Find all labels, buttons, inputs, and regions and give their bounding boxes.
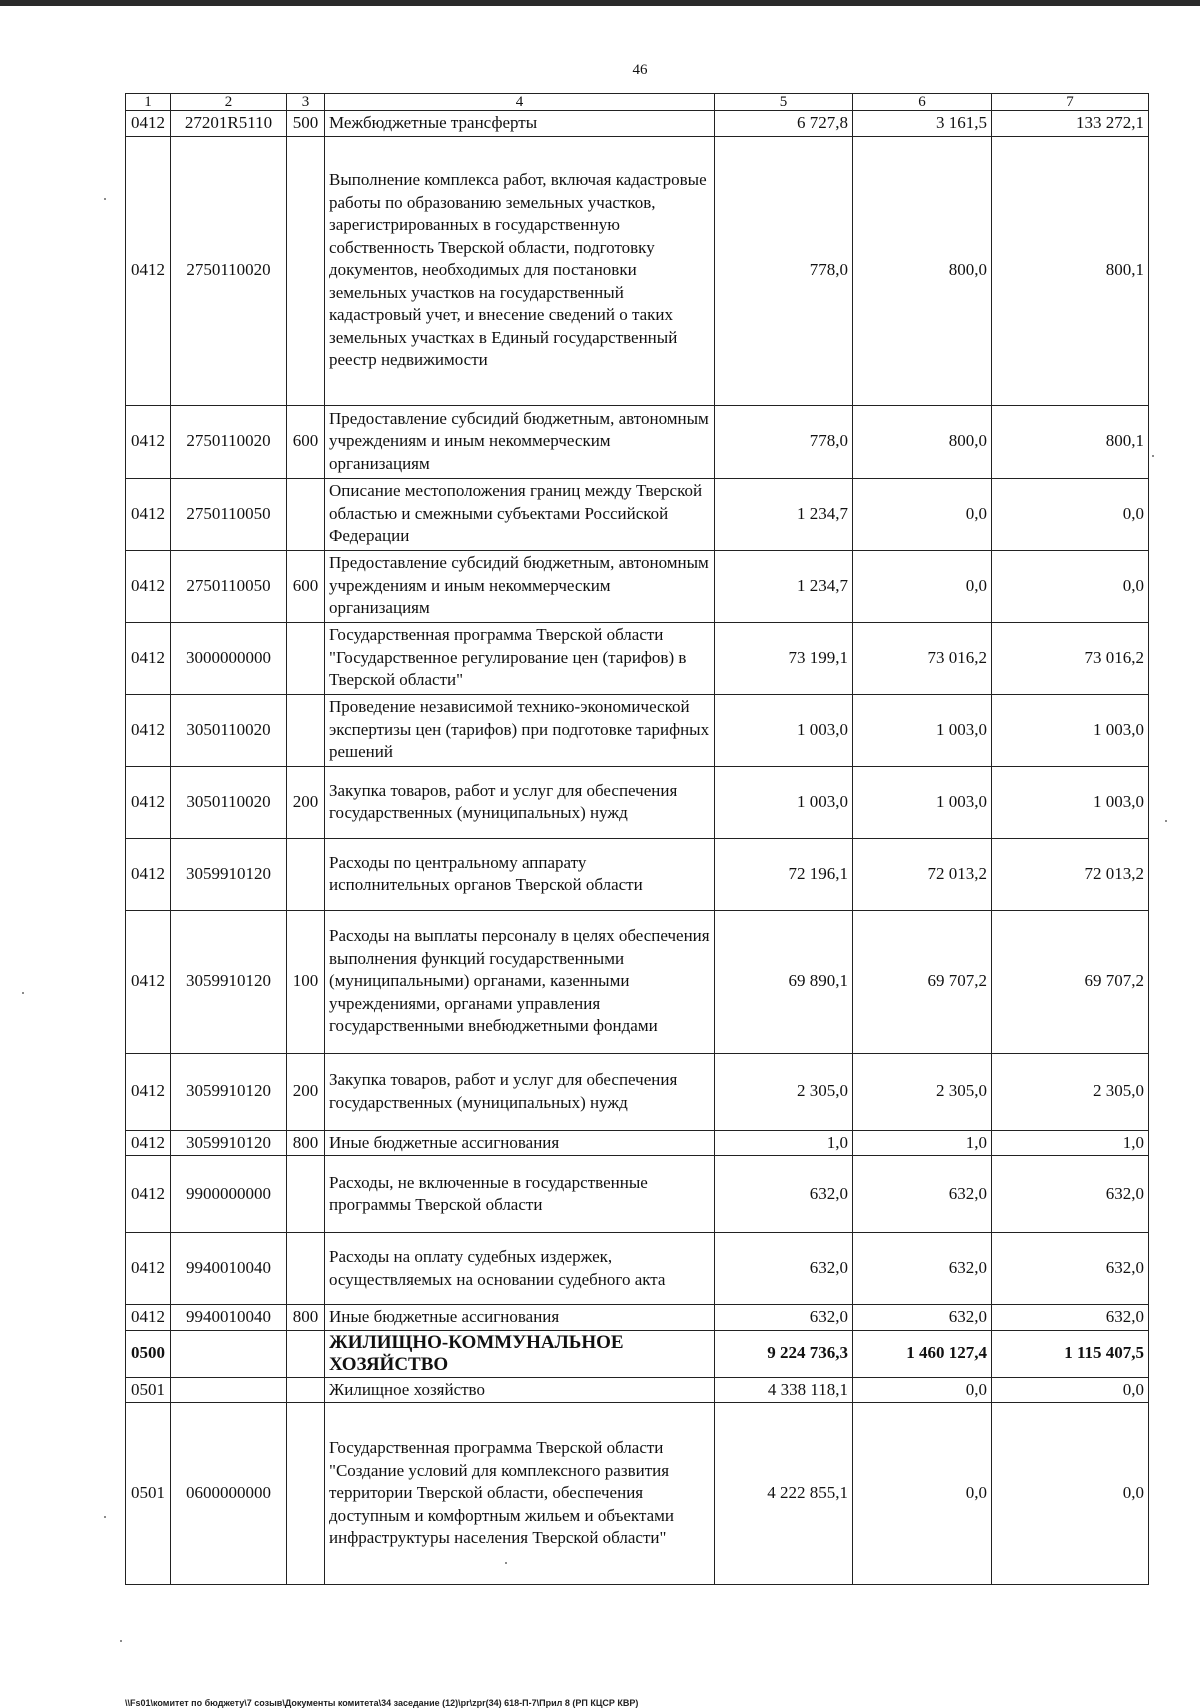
amount-year-1: 9 224 736,3 bbox=[715, 1330, 853, 1377]
table-row bbox=[126, 766, 1149, 838]
amount-year-1: 632,0 bbox=[715, 1156, 853, 1233]
expense-type-code: 600 bbox=[287, 550, 325, 622]
target-article-code: 9900000000 bbox=[171, 1156, 287, 1233]
expense-type-code: 500 bbox=[287, 111, 325, 137]
header-col-2: 2 bbox=[171, 94, 287, 111]
amount-year-2: 0,0 bbox=[853, 1377, 992, 1403]
item-name: Расходы на оплату судебных издержек, осуществляемых на основании судебного акта bbox=[325, 1233, 715, 1305]
expense-type-code: 200 bbox=[287, 766, 325, 838]
target-article-code: 3059910120 bbox=[171, 1130, 287, 1156]
amount-year-3: 1 115 407,5 bbox=[992, 1330, 1149, 1377]
header-row bbox=[126, 94, 1149, 111]
amount-year-3: 0,0 bbox=[992, 1403, 1149, 1585]
table-row bbox=[126, 478, 1149, 550]
item-name: Иные бюджетные ассигнования bbox=[325, 1305, 715, 1331]
amount-year-3: 632,0 bbox=[992, 1156, 1149, 1233]
amount-year-2: 632,0 bbox=[853, 1156, 992, 1233]
section-code: 0412 bbox=[126, 136, 171, 405]
item-name: Описание местоположения границ между Тверской областью и смежными субъектами Российской Федерации bbox=[325, 478, 715, 550]
expense-type-code: 600 bbox=[287, 405, 325, 478]
item-name: Предоставление субсидий бюджетным, автономным учреждениям и иным некоммерческим организациям bbox=[325, 550, 715, 622]
amount-year-2: 1 003,0 bbox=[853, 694, 992, 766]
scan-top-edge bbox=[0, 0, 1200, 6]
table-row bbox=[126, 1156, 1149, 1233]
amount-year-1: 632,0 bbox=[715, 1305, 853, 1331]
amount-year-3: 2 305,0 bbox=[992, 1053, 1149, 1130]
amount-year-2: 2 305,0 bbox=[853, 1053, 992, 1130]
table-row bbox=[126, 622, 1149, 694]
amount-year-1: 778,0 bbox=[715, 136, 853, 405]
target-article-code: 9940010040 bbox=[171, 1305, 287, 1331]
item-name: Проведение независимой технико-экономической экспертизы цен (тарифов) при подготовке тарифных решений bbox=[325, 694, 715, 766]
amount-year-2: 0,0 bbox=[853, 1403, 992, 1585]
table-row bbox=[126, 1130, 1149, 1156]
amount-year-2: 69 707,2 bbox=[853, 910, 992, 1053]
expense-type-code bbox=[287, 694, 325, 766]
target-article-code: 2750110020 bbox=[171, 136, 287, 405]
item-name: Государственная программа Тверской области "Государственное регулирование цен (тарифов) в Тверской области" bbox=[325, 622, 715, 694]
section-code: 0412 bbox=[126, 766, 171, 838]
expense-type-code bbox=[287, 622, 325, 694]
target-article-code bbox=[171, 1330, 287, 1377]
item-name: Иные бюджетные ассигнования bbox=[325, 1130, 715, 1156]
target-article-code: 0600000000 bbox=[171, 1403, 287, 1585]
expense-type-code bbox=[287, 1156, 325, 1233]
item-name: Межбюджетные трансферты bbox=[325, 111, 715, 137]
table-row bbox=[126, 1053, 1149, 1130]
table-row bbox=[126, 1305, 1149, 1331]
amount-year-2: 632,0 bbox=[853, 1233, 992, 1305]
scan-speck bbox=[22, 992, 24, 994]
target-article-code: 3050110020 bbox=[171, 694, 287, 766]
amount-year-3: 800,1 bbox=[992, 136, 1149, 405]
item-name: ЖИЛИЩНО-КОММУНАЛЬНОЕ ХОЗЯЙСТВО bbox=[325, 1330, 715, 1377]
scan-speck bbox=[505, 1562, 507, 1564]
header-col-6: 6 bbox=[853, 94, 992, 111]
amount-year-3: 632,0 bbox=[992, 1233, 1149, 1305]
amount-year-1: 2 305,0 bbox=[715, 1053, 853, 1130]
amount-year-3: 69 707,2 bbox=[992, 910, 1149, 1053]
amount-year-1: 1 003,0 bbox=[715, 766, 853, 838]
item-name: Расходы на выплаты персоналу в целях обеспечения выполнения функций государственными (муниципальными) органами, казенными учреждениями, органами управления государственными внебюджетными фондами bbox=[325, 910, 715, 1053]
amount-year-1: 4 222 855,1 bbox=[715, 1403, 853, 1585]
amount-year-3: 72 013,2 bbox=[992, 838, 1149, 910]
section-code: 0412 bbox=[126, 622, 171, 694]
item-name: Закупка товаров, работ и услуг для обеспечения государственных (муниципальных) нужд bbox=[325, 1053, 715, 1130]
header-col-1: 1 bbox=[126, 94, 171, 111]
table-row bbox=[126, 111, 1149, 137]
item-name: Выполнение комплекса работ, включая кадастровые работы по образованию земельных участков, зарегистрированных в государственную собственность Тверской области, подготовку документов, необходимых для постановки земельных участков на государственный кадастровый учет, и внесение сведений о таких земельных участках в Единый государственный реестр недвижимости bbox=[325, 136, 715, 405]
footer-file-path: \\Fs01\комитет по бюджету\7 созыв\Документы комитета\34 заседание (12)\pr\zpr(34) 618-П-7\Прил 8 (РП КЦСР КВР) bbox=[125, 1698, 639, 1708]
section-code: 0412 bbox=[126, 1130, 171, 1156]
target-article-code: 2750110050 bbox=[171, 550, 287, 622]
expense-type-code bbox=[287, 838, 325, 910]
page-number: 46 bbox=[632, 62, 648, 78]
amount-year-2: 1,0 bbox=[853, 1130, 992, 1156]
amount-year-1: 72 196,1 bbox=[715, 838, 853, 910]
expense-type-code bbox=[287, 1330, 325, 1377]
section-code: 0412 bbox=[126, 550, 171, 622]
table-row bbox=[126, 838, 1149, 910]
amount-year-2: 0,0 bbox=[853, 550, 992, 622]
expense-type-code bbox=[287, 1377, 325, 1403]
amount-year-2: 1 003,0 bbox=[853, 766, 992, 838]
section-code: 0412 bbox=[126, 1053, 171, 1130]
table-row bbox=[126, 1330, 1149, 1377]
table-row bbox=[126, 405, 1149, 478]
target-article-code: 3050110020 bbox=[171, 766, 287, 838]
expense-type-code: 800 bbox=[287, 1305, 325, 1331]
scan-speck bbox=[120, 1640, 122, 1642]
target-article-code bbox=[171, 1377, 287, 1403]
section-code: 0501 bbox=[126, 1403, 171, 1585]
header-col-7: 7 bbox=[992, 94, 1149, 111]
section-code: 0412 bbox=[126, 838, 171, 910]
amount-year-3: 800,1 bbox=[992, 405, 1149, 478]
target-article-code: 3059910120 bbox=[171, 1053, 287, 1130]
expense-type-code bbox=[287, 478, 325, 550]
scan-speck bbox=[1152, 455, 1154, 457]
section-code: 0412 bbox=[126, 910, 171, 1053]
item-name: Государственная программа Тверской области "Создание условий для комплексного развития территории Тверской области, обеспечения доступным и комфортным жильем и объектами инфраструктуры населения Тверской области" bbox=[325, 1403, 715, 1585]
amount-year-2: 1 460 127,4 bbox=[853, 1330, 992, 1377]
section-code: 0412 bbox=[126, 1156, 171, 1233]
item-name: Предоставление субсидий бюджетным, автономным учреждениям и иным некоммерческим организациям bbox=[325, 405, 715, 478]
amount-year-1: 73 199,1 bbox=[715, 622, 853, 694]
amount-year-3: 1 003,0 bbox=[992, 694, 1149, 766]
amount-year-2: 800,0 bbox=[853, 405, 992, 478]
expense-type-code: 200 bbox=[287, 1053, 325, 1130]
table-row bbox=[126, 694, 1149, 766]
amount-year-1: 778,0 bbox=[715, 405, 853, 478]
section-code: 0412 bbox=[126, 1305, 171, 1331]
target-article-code: 27201R5110 bbox=[171, 111, 287, 137]
item-name: Расходы, не включенные в государственные программы Тверской области bbox=[325, 1156, 715, 1233]
scan-speck bbox=[104, 198, 106, 200]
amount-year-1: 6 727,8 bbox=[715, 111, 853, 137]
section-code: 0412 bbox=[126, 478, 171, 550]
target-article-code: 9940010040 bbox=[171, 1233, 287, 1305]
amount-year-3: 0,0 bbox=[992, 1377, 1149, 1403]
section-code: 0412 bbox=[126, 111, 171, 137]
amount-year-3: 1,0 bbox=[992, 1130, 1149, 1156]
target-article-code: 3059910120 bbox=[171, 838, 287, 910]
item-name: Жилищное хозяйство bbox=[325, 1377, 715, 1403]
header-col-5: 5 bbox=[715, 94, 853, 111]
scan-speck bbox=[104, 1516, 106, 1518]
amount-year-1: 1 234,7 bbox=[715, 550, 853, 622]
amount-year-2: 800,0 bbox=[853, 136, 992, 405]
amount-year-2: 3 161,5 bbox=[853, 111, 992, 137]
item-name: Закупка товаров, работ и услуг для обеспечения государственных (муниципальных) нужд bbox=[325, 766, 715, 838]
amount-year-1: 1 234,7 bbox=[715, 478, 853, 550]
amount-year-1: 69 890,1 bbox=[715, 910, 853, 1053]
amount-year-2: 632,0 bbox=[853, 1305, 992, 1331]
expense-type-code: 100 bbox=[287, 910, 325, 1053]
scan-speck bbox=[1165, 820, 1167, 822]
target-article-code: 2750110050 bbox=[171, 478, 287, 550]
target-article-code: 3000000000 bbox=[171, 622, 287, 694]
table-row bbox=[126, 550, 1149, 622]
amount-year-3: 0,0 bbox=[992, 478, 1149, 550]
amount-year-3: 73 016,2 bbox=[992, 622, 1149, 694]
amount-year-2: 73 016,2 bbox=[853, 622, 992, 694]
expense-type-code bbox=[287, 1403, 325, 1585]
expense-type-code bbox=[287, 1233, 325, 1305]
amount-year-1: 1,0 bbox=[715, 1130, 853, 1156]
table-row bbox=[126, 1233, 1149, 1305]
amount-year-3: 1 003,0 bbox=[992, 766, 1149, 838]
table-row bbox=[126, 136, 1149, 405]
section-code: 0412 bbox=[126, 694, 171, 766]
amount-year-2: 72 013,2 bbox=[853, 838, 992, 910]
amount-year-3: 632,0 bbox=[992, 1305, 1149, 1331]
table-row bbox=[126, 1403, 1149, 1585]
amount-year-3: 133 272,1 bbox=[992, 111, 1149, 137]
target-article-code: 2750110020 bbox=[171, 405, 287, 478]
table-row bbox=[126, 910, 1149, 1053]
expense-type-code bbox=[287, 136, 325, 405]
item-name: Расходы по центральному аппарату исполнительных органов Тверской области bbox=[325, 838, 715, 910]
table-row bbox=[126, 1377, 1149, 1403]
header-col-3: 3 bbox=[287, 94, 325, 111]
table-header bbox=[126, 94, 1149, 111]
amount-year-3: 0,0 bbox=[992, 550, 1149, 622]
expense-type-code: 800 bbox=[287, 1130, 325, 1156]
amount-year-2: 0,0 bbox=[853, 478, 992, 550]
table-body bbox=[126, 111, 1149, 1585]
section-code: 0501 bbox=[126, 1377, 171, 1403]
section-code: 0412 bbox=[126, 1233, 171, 1305]
header-col-4: 4 bbox=[325, 94, 715, 111]
section-code: 0500 bbox=[126, 1330, 171, 1377]
budget-table bbox=[125, 93, 1149, 1585]
amount-year-1: 632,0 bbox=[715, 1233, 853, 1305]
section-code: 0412 bbox=[126, 405, 171, 478]
amount-year-1: 1 003,0 bbox=[715, 694, 853, 766]
target-article-code: 3059910120 bbox=[171, 910, 287, 1053]
amount-year-1: 4 338 118,1 bbox=[715, 1377, 853, 1403]
